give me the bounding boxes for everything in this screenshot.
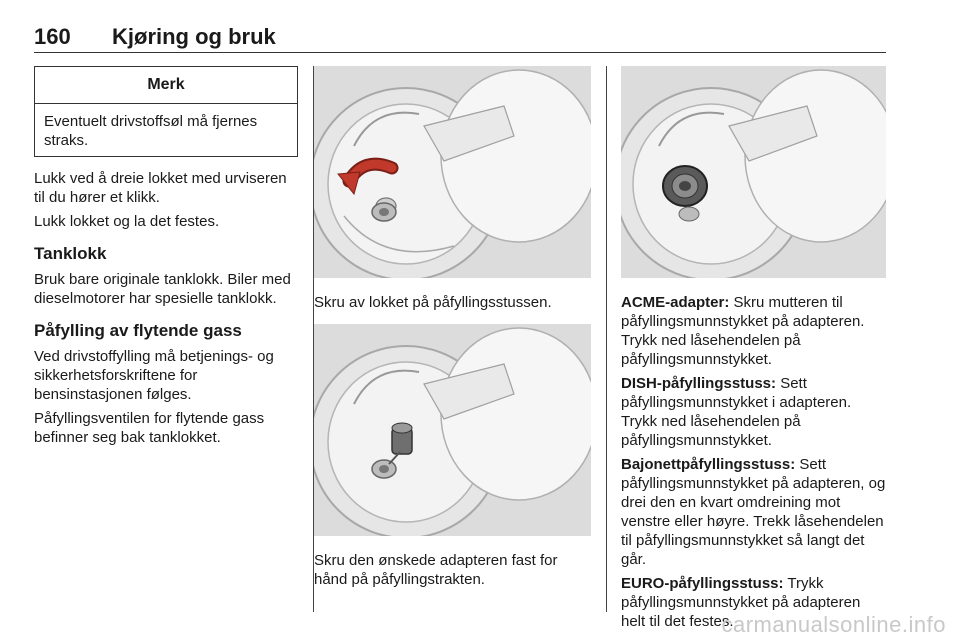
illustration-attach-adapter <box>314 324 591 536</box>
text-dish: Sett påfyllingsmunnstykket i adapteren. Trykk ned låsehendelen på påfyllingsmunnstykket. <box>621 375 852 449</box>
paragraph-dish <box>621 374 886 450</box>
note-title: Merk <box>35 67 297 104</box>
paragraph-close-turn: Lukk ved å dreie lokket med urviseren til du hører et klikk. <box>34 170 287 206</box>
paragraph-acme <box>621 293 886 369</box>
heading-tanklokk: Tanklokk <box>34 244 107 263</box>
label-euro: EURO-påfyllingsstuss: <box>621 575 784 592</box>
text-acme: Skru mutteren til påfyllingsmunnstykket på adapteren. Trykk ned låsehendelen på påfyllingsmunnstykket. <box>621 294 865 368</box>
paragraph-bajonett <box>621 455 886 569</box>
note-box <box>34 66 298 157</box>
paragraph-valve-location: Påfyllingsventilen for flytende gass befinner seg bak tanklokket. <box>34 410 265 446</box>
page-title: Kjøring og bruk <box>112 24 276 49</box>
note-text: Eventuelt drivstoffsøl må fjernes straks. <box>44 113 258 149</box>
label-acme: ACME-adapter: <box>621 294 730 311</box>
column-left <box>34 66 299 447</box>
paragraph-close-lid: Lukk lokket og la det festes. <box>34 213 220 230</box>
caption-unscrew-cap: Skru av lokket på påfyllingsstussen. <box>314 294 552 311</box>
paragraph-safety-rules: Ved drivstoffylling må betjenings- og sikkerhetsforskriftene for bensinstasjonen følges. <box>34 348 274 403</box>
page-number: 160 <box>34 24 71 49</box>
paragraph-original-caps: Bruk bare originale tanklokk. Biler med dieselmotorer har spesielle tanklokk. <box>34 271 291 307</box>
illustration-unscrew-cap <box>314 66 591 278</box>
label-bajonett: Bajonettpåfyllingsstuss: <box>621 456 796 473</box>
page-header <box>34 22 886 53</box>
text-euro: Trykk påfyllingsmunnstykket på adapteren helt til det festes. <box>621 575 861 630</box>
caption-attach-adapter: Skru den ønskede adapteren fast for hånd på påfyllingstrakten. <box>314 552 558 588</box>
label-dish: DISH-påfyllingsstuss: <box>621 375 777 392</box>
text-bajonett: Sett påfyllingsmunnstykket på adapteren, og drei den en kvart omdreining mot venstre eller høyre. Trekk låsehendelen til påfyllingsmunnstykket så langt det går. <box>621 456 886 568</box>
column-right <box>621 66 886 631</box>
illustration-adapter-fitted <box>621 66 886 278</box>
heading-lpg-refuel: Påfylling av flytende gass <box>34 321 242 340</box>
column-divider-2 <box>606 66 607 612</box>
column-middle <box>314 66 592 589</box>
watermark: carmanualsonline.info <box>721 612 946 637</box>
